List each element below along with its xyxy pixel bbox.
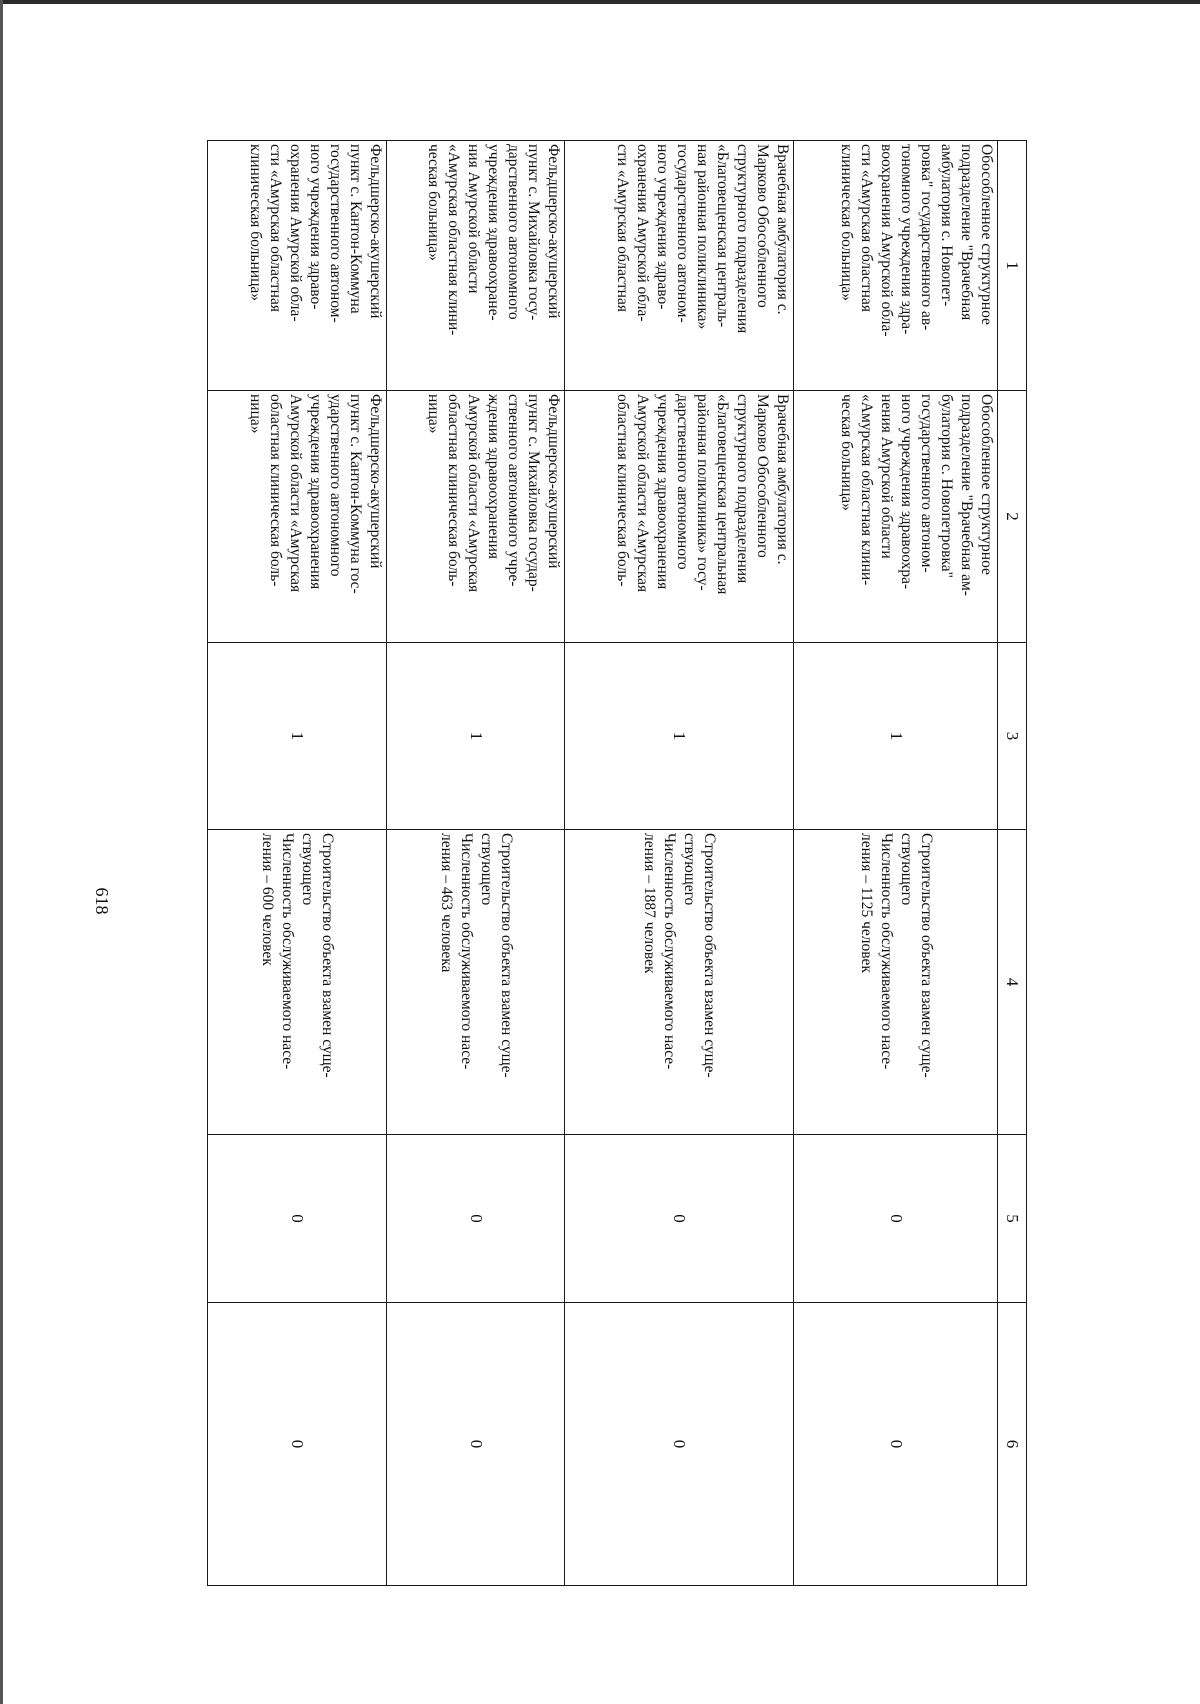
cell-col3: 1 <box>386 643 565 830</box>
column-header-1: 1 <box>998 141 1027 391</box>
column-header-5: 5 <box>998 1135 1027 1303</box>
cell-facility-name-2: Фельдшерско-акушерский пункт с. Михайловка государ- ственного автономного учре- ждения здравоохранения Амурской области «Амурская областная клиническая боль- ница» <box>386 391 565 643</box>
table-row <box>208 141 387 1586</box>
table-row <box>794 141 998 1586</box>
cell-col5: 0 <box>565 1135 794 1303</box>
cell-facility-name: Фельдшерско-акушерский пункт с. Кантон-Коммуна государственного автоном- ного учреждения здраво- охранения Амурской обла- сти «Амурская областная клиническая больница» <box>208 141 387 391</box>
column-header-4: 4 <box>998 830 1027 1135</box>
cell-col6: 0 <box>565 1303 794 1586</box>
cell-facility-name-2: Врачебная амбулатория с. Марково Обособленного структурного подразделения «Благовещенская центральная районная поликлиника» госу- дарственного автономного учреждения здравоохранения Амурской области «Амурская областная клиническая боль- <box>565 391 794 643</box>
cell-facility-name-2: Обособленное структурное подразделение "Врачебная ам- булатория с. Новопетровка" государственного автоном- ного учреждения здравоохра- нения Амурской области «Амурская областная клини- ческая больница» <box>794 391 998 643</box>
cell-description: Строительство объекта взамен суще- ствующего Численность обслуживаемого насе- ления – 600 человек <box>208 830 387 1135</box>
cell-col5: 0 <box>208 1135 387 1303</box>
cell-col6: 0 <box>794 1303 998 1586</box>
cell-facility-name: Фельдшерско-акушерский пункт с. Михайловка госу- дарственного автономного учреждения здравоохране- ния Амурской области «Амурская областная клини- ческая больница» <box>386 141 565 391</box>
column-header-3: 3 <box>998 643 1027 830</box>
scan-edge-top <box>0 0 1200 4</box>
cell-facility-name: Врачебная амбулатория с. Марково Обособленного структурного подразделения «Благовещенская централь- ная районная поликлиника» государственного автоном- ного учреждения здраво- охранения Амурской обла- сти «Амурская областная <box>565 141 794 391</box>
table-row <box>386 141 565 1586</box>
cell-col3: 1 <box>794 643 998 830</box>
scan-edge-left <box>0 0 3 1704</box>
table-row <box>565 141 794 1586</box>
cell-col6: 0 <box>208 1303 387 1586</box>
cell-description: Строительство объекта взамен суще- ствующего Численность обслуживаемого насе- ления – 463 человека <box>386 830 565 1135</box>
cell-col6: 0 <box>386 1303 565 1586</box>
cell-facility-name: Обособленное структурное подразделение "Врачебная амбулатория с. Новопет- ровка" государственного ав- тономного учреждения здра- воохранения Амурской обла- сти «Амурская областная клиническая больница» <box>794 141 998 391</box>
page-number: 618 <box>92 887 112 915</box>
facilities-table <box>207 140 1027 1586</box>
cell-description: Строительство объекта взамен суще- ствующего Численность обслуживаемого насе- ления – 1887 человек <box>565 830 794 1135</box>
cell-description: Строительство объекта взамен суще- ствующего Численность обслуживаемого насе- ления – 1125 человек <box>794 830 998 1135</box>
cell-col5: 0 <box>794 1135 998 1303</box>
cell-col5: 0 <box>386 1135 565 1303</box>
table-rotator <box>207 140 1027 1585</box>
cell-facility-name-2: Фельдшерско-акушерский пункт с. Кантон-Коммуна гос- ударственного автономного учреждения здравоохранения Амурской области «Амурская областная клиническая боль- ница» <box>208 391 387 643</box>
table-header-row <box>998 141 1027 1586</box>
column-header-2: 2 <box>998 391 1027 643</box>
cell-col3: 1 <box>565 643 794 830</box>
cell-col3: 1 <box>208 643 387 830</box>
column-header-6: 6 <box>998 1303 1027 1586</box>
